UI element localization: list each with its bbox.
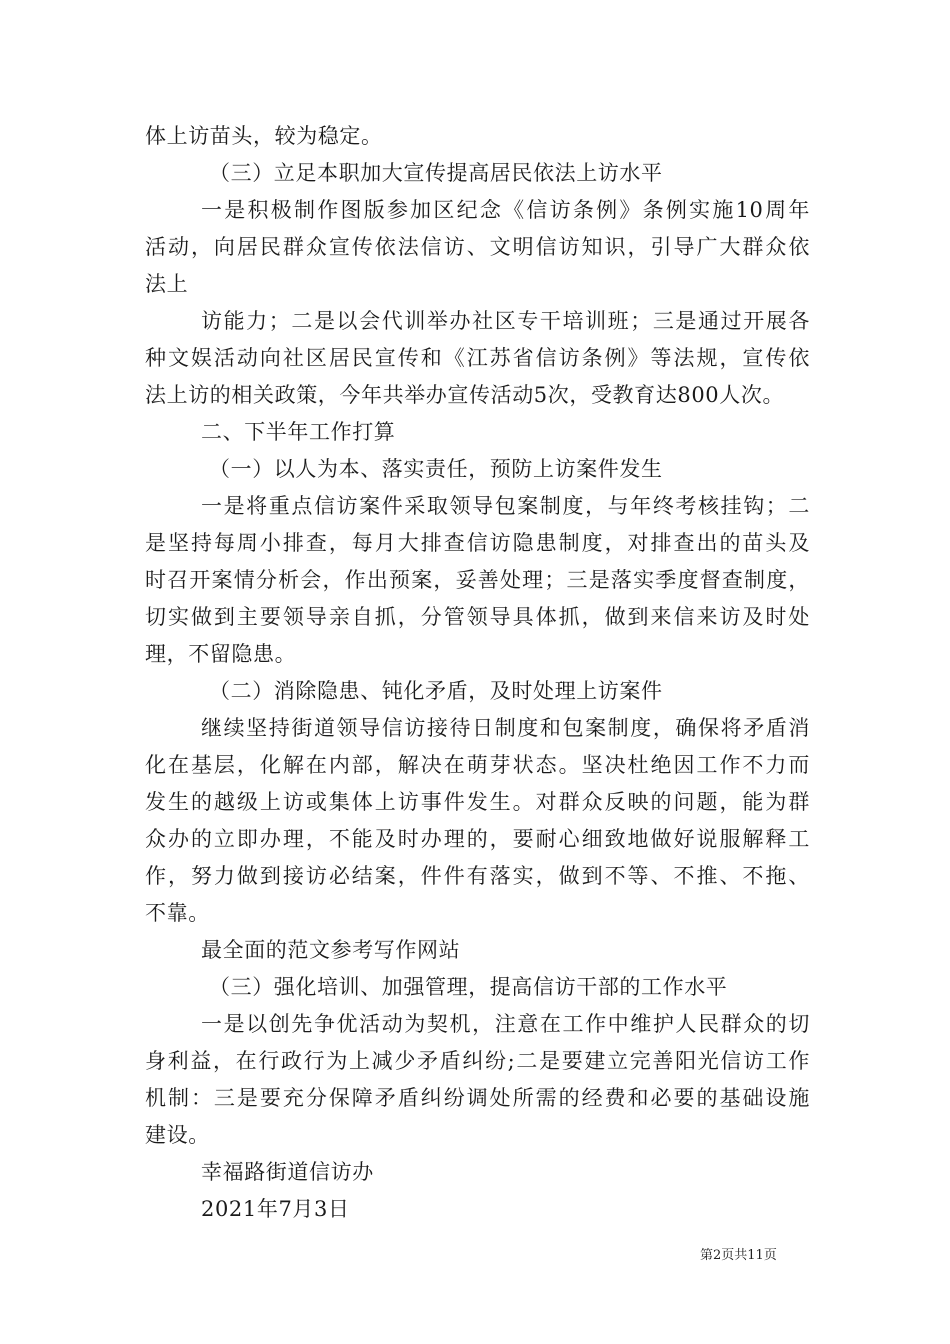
paragraph-line: 一是以创先争优活动为契机，注意在工作中维护人民群众的切 bbox=[201, 1012, 810, 1036]
signature-date: 2021年7月3日 bbox=[201, 1197, 350, 1221]
section-heading: （二）消除隐患、钝化矛盾，及时处理上访案件 bbox=[209, 679, 663, 703]
paragraph-line: 机制：三是要充分保障矛盾纠纷调处所需的经费和必要的基础设施 bbox=[145, 1086, 810, 1110]
document-body bbox=[145, 118, 810, 1228]
paragraph-line: 作，努力做到接访必结案，件件有落实，做到不等、不推、不拖、 bbox=[145, 864, 810, 888]
page-number: 第2页共11页 bbox=[700, 1248, 777, 1263]
paragraph-line: 身利益，在行政行为上减少矛盾纠纷;二是要建立完善阳光信访工作 bbox=[145, 1049, 810, 1073]
paragraph-line: 发生的越级上访或集体上访事件发生。对群众反映的问题，能为群 bbox=[145, 790, 810, 814]
paragraph-line: 切实做到主要领导亲自抓，分管领导具体抓，做到来信来访及时处 bbox=[145, 605, 810, 629]
section-heading: （三）强化培训、加强管理，提高信访干部的工作水平 bbox=[209, 975, 728, 999]
paragraph-line: 建设。 bbox=[145, 1123, 210, 1147]
website-note: 最全面的范文参考写作网站 bbox=[201, 938, 461, 962]
paragraph-line: 法上访的相关政策，今年共举办宣传活动5次，受教育达800人次。 bbox=[145, 383, 785, 407]
paragraph-line: 一是积极制作图版参加区纪念《信访条例》条例实施10周年 bbox=[201, 198, 810, 222]
paragraph-line: 法上 bbox=[145, 272, 189, 296]
section-heading: 二、下半年工作打算 bbox=[201, 420, 396, 444]
paragraph-line: 访能力；二是以会代训举办社区专干培训班；三是通过开展各 bbox=[201, 309, 810, 333]
paragraph-line: 继续坚持街道领导信访接待日制度和包案制度，确保将矛盾消 bbox=[201, 716, 810, 740]
paragraph-line: 时召开案情分析会，作出预案，妥善处理；三是落实季度督查制度， bbox=[145, 568, 810, 592]
paragraph-line: 体上访苗头，较为稳定。 bbox=[145, 124, 383, 148]
paragraph-line: 活动，向居民群众宣传依法信访、文明信访知识，引导广大群众依 bbox=[145, 235, 810, 259]
signature-organization: 幸福路街道信访办 bbox=[201, 1160, 374, 1184]
paragraph-line: 一是将重点信访案件采取领导包案制度，与年终考核挂钩；二 bbox=[201, 494, 810, 518]
section-heading: （三）立足本职加大宣传提高居民依法上访水平 bbox=[209, 161, 663, 185]
paragraph-line: 种文娱活动向社区居民宣传和《江苏省信访条例》等法规，宣传依 bbox=[145, 346, 810, 370]
section-heading: （一）以人为本、落实责任，预防上访案件发生 bbox=[209, 457, 663, 481]
paragraph-line: 化在基层，化解在内部，解决在萌芽状态。坚决杜绝因工作不力而 bbox=[145, 753, 810, 777]
paragraph-line: 众办的立即办理，不能及时办理的，要耐心细致地做好说服解释工 bbox=[145, 827, 810, 851]
paragraph-line: 不靠。 bbox=[145, 901, 210, 925]
paragraph-line: 理，不留隐患。 bbox=[145, 642, 297, 666]
paragraph-line: 是坚持每周小排查，每月大排查信访隐患制度，对排查出的苗头及 bbox=[145, 531, 810, 555]
